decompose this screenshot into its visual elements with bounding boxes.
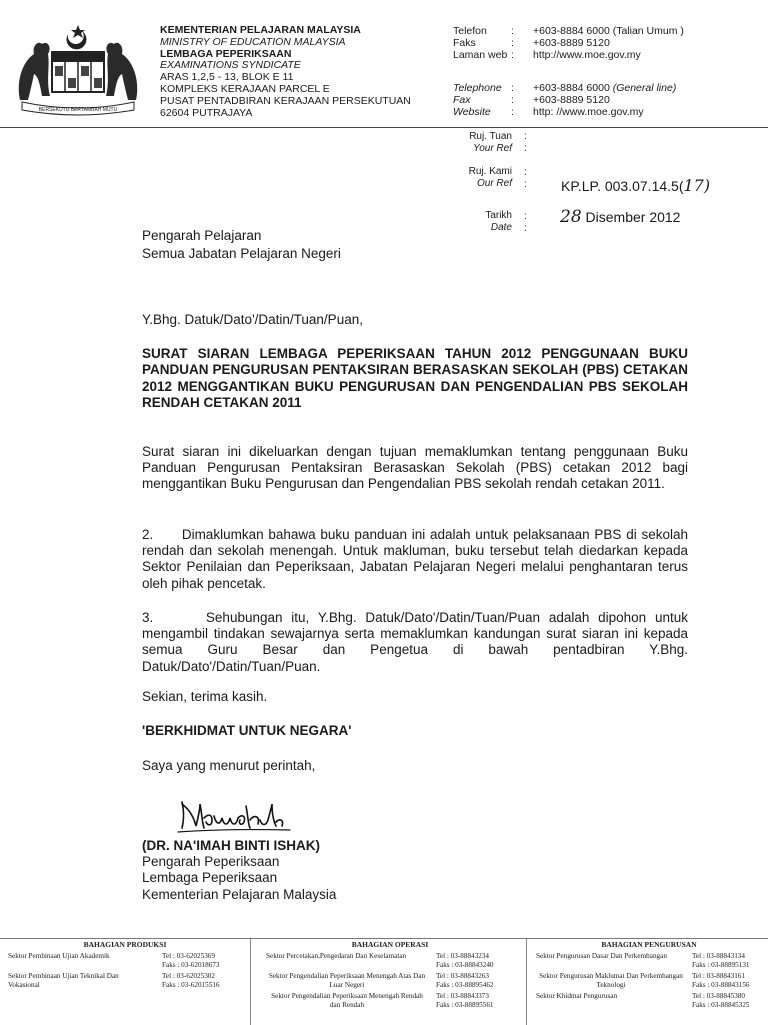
addressee-line: Pengarah Pelajaran xyxy=(142,228,262,243)
signer-block xyxy=(142,838,336,903)
malaysia-coat-of-arms-logo xyxy=(12,22,144,118)
salutation: Y.Bhg. Datuk/Dato'/Datin/Tuan/Puan, xyxy=(142,312,363,327)
footer-fax: Faks : 03-88845325 xyxy=(692,1000,750,1009)
crest-motto: BERSEKUTU BERTAMBAH MUTU xyxy=(38,107,118,113)
footer-entry-name: Sektor Pengendalian Peperiksaan Menengah Rendah dan Rendah xyxy=(271,992,423,1009)
phone-value: +603-8884 6000 (Talian Umum ) xyxy=(533,25,684,37)
footer-column-operasi xyxy=(256,939,524,1025)
colon: : xyxy=(524,167,527,178)
footer-tel: Tel : 03-88845380 xyxy=(692,992,745,1001)
paragraph-2: 2. Dimaklumkan bahawa buku panduan ini adalah untuk pelaksanaan PBS di sekolah rendah dan sekolah menengah. Untuk makluman, buku tersebut telah diedarkan kepada Sektor Penilaian dan Peperiksaan, Jabatan Pelajaran Negeri melalui penghantaran terus oleh pihak pencetak. xyxy=(142,527,688,591)
colon: : xyxy=(524,179,527,190)
footer-tel: Tel : 03-88843134 xyxy=(692,952,745,961)
motto: 'BERKHIDMAT UNTUK NEGARA' xyxy=(142,723,352,738)
footer-fax: Faks : 03-88843156 xyxy=(692,980,750,989)
contact-label: Fax xyxy=(453,93,471,106)
website-link[interactable]: http: //www.moe.gov.my xyxy=(533,105,644,118)
footer-entry xyxy=(530,952,768,972)
contacts-malay: Telefon : +603-8884 6000 (Talian Umum ) Faks : +603-8889 5120 Laman web : http://www.moe.gov.my xyxy=(453,25,684,61)
footer-tel: Tel : 03-88843263 xyxy=(436,972,489,981)
colon: : xyxy=(524,223,527,234)
letterhead-address xyxy=(160,25,411,119)
our-ref-value xyxy=(561,176,710,195)
your-ref-label-en: Your Ref xyxy=(473,143,512,154)
contact-label: Telephone xyxy=(453,82,502,94)
phone-note: (General line) xyxy=(612,82,677,94)
footer-tel: Tel : 03-62025302 xyxy=(162,972,215,981)
footer-entry-name: Sektor Percetakan,Pengedaran Dan Keselamatan xyxy=(266,952,407,961)
colon: : xyxy=(524,211,527,222)
footer-entry-name: Sektor Khidmat Pengurusan xyxy=(536,992,618,1001)
contact-label: Laman web xyxy=(453,48,508,61)
footer-divider xyxy=(250,939,251,1025)
contact-label: Faks xyxy=(453,36,476,49)
footer-heading: BAHAGIAN OPERASI xyxy=(351,940,429,949)
footer-entry-name: Sektor Pembinaan Ujian Teknikal Dan Vokasional xyxy=(8,972,119,989)
ruj-tuan-label: Ruj. Tuan xyxy=(469,131,512,142)
footer-fax: Faks : 03-62015516 xyxy=(162,980,220,989)
date-label xyxy=(440,210,512,234)
contact-label: Website xyxy=(453,105,491,118)
address-line: PUSAT PENTADBIRAN KERAJAAN PERSEKUTUAN xyxy=(160,94,411,107)
address-line: ARAS 1,2,5 - 13, BLOK E 11 xyxy=(160,71,294,84)
colon: : xyxy=(524,143,527,154)
footer-entry xyxy=(0,972,250,992)
footer-heading: BAHAGIAN PRODUKSI xyxy=(83,940,167,949)
letterhead-divider xyxy=(0,127,768,128)
date-handwritten-day: 28 xyxy=(560,207,582,227)
footer-entry-name: Sektor Pembinaan Ujian Akademik xyxy=(8,952,110,961)
addressee-line: Semua Jabatan Pelajaran Negeri xyxy=(142,246,341,262)
footer-entry xyxy=(0,952,250,972)
tarikh-label: Tarikh xyxy=(485,210,512,221)
footer-fax: Faks : 03-88895131 xyxy=(692,960,750,969)
sign-off: Saya yang menurut perintah, xyxy=(142,758,316,773)
signer-title: Lembaga Peperiksaan xyxy=(142,870,278,886)
footer-tel: Tel : 03-62025369 xyxy=(162,952,215,961)
colon: : xyxy=(524,131,527,142)
address-line: 62604 PUTRAJAYA xyxy=(160,106,253,119)
footer-tel: Tel : 03-88843161 xyxy=(692,972,745,981)
footer-tel: Tel : 03-88843234 xyxy=(436,952,489,961)
footer-divider xyxy=(526,939,527,1025)
contacts-english: Telephone : +603-8884 6000 (General line) Fax : +603-8889 5120 Website : http: //www.moe.gov.my xyxy=(453,82,677,118)
letter-footer xyxy=(0,938,768,1025)
date-label-en: Date xyxy=(490,222,512,233)
footer-entry xyxy=(530,992,768,1012)
letter-subject: SURAT SIARAN LEMBAGA PEPERIKSAAN TAHUN 2012 PENGGUNAAN BUKU PANDUAN PENGURUSAN PENTAKSIRAN BERASASKAN SEKOLAH (PBS) CETAKAN 2012 MENGGANTIKAN BUKU PENGURUSAN DAN PENGENDALIAN PBS SEKOLAH RENDAH CETAKAN 2011 xyxy=(142,346,688,411)
fax-value: +603-8889 5120 xyxy=(533,36,610,49)
syndicate-name: LEMBAGA PEPERIKSAAN xyxy=(160,47,292,60)
our-ref-label-en: Our Ref xyxy=(476,178,512,189)
footer-entry xyxy=(256,952,524,972)
ministry-name: KEMENTERIAN PELAJARAN MALAYSIA xyxy=(160,24,361,36)
footer-heading: BAHAGIAN PENGURUSAN xyxy=(601,940,697,949)
footer-entry-name: Sektor Pengurusan Dasar Dan Perkembangan xyxy=(536,952,667,961)
closing: Sekian, terima kasih. xyxy=(142,689,268,704)
footer-entry-name: Sektor Pengurusan Maklumat Dan Perkembangan Teknologi xyxy=(539,972,683,989)
footer-entry-name: Sektor Pengendalian Peperiksaan Menengah Atas Dan Luar Negeri xyxy=(268,972,426,989)
footer-entry xyxy=(256,972,524,992)
fax-value: +603-8889 5120 xyxy=(533,93,610,106)
signer-name: (DR. NA'IMAH BINTI ISHAK) xyxy=(142,838,320,853)
footer-tel: Tel : 03-88843373 xyxy=(436,992,489,1001)
signer-title: Pengarah Peperiksaan xyxy=(142,854,280,870)
signer-title: Kementerian Pelajaran Malaysia xyxy=(142,886,337,902)
our-ref-label xyxy=(440,166,512,190)
footer-column-pengurusan xyxy=(530,939,768,1025)
footer-entry xyxy=(530,972,768,992)
ministry-name-en: MINISTRY OF EDUCATION MALAYSIA xyxy=(160,35,346,48)
phone-value: +603-8884 6000 xyxy=(533,82,610,94)
date-value xyxy=(560,207,680,227)
contact-label: Telefon xyxy=(453,25,487,37)
footer-fax: Faks : 03-88843240 xyxy=(436,960,494,969)
address-line: KOMPLEKS KERAJAAN PARCEL E xyxy=(160,82,330,95)
handwritten-signature xyxy=(176,796,296,838)
footer-column-produksi xyxy=(0,939,250,1025)
our-ref-number: KP.LP. 003.07.14.5( xyxy=(561,178,684,194)
footer-fax: Faks : 03-62018673 xyxy=(162,960,220,969)
website-link[interactable]: http://www.moe.gov.my xyxy=(533,48,641,61)
paragraph-3: 3. Sehubungan itu, Y.Bhg. Datuk/Dato'/Datin/Tuan/Puan adalah dipohon untuk mengambil tindakan sewajarnya serta memaklumkan kandungan surat siaran ini kepada semua Guru Besar dan Pengetua di bawah pentadbiran Y.Bhg. Datuk/Dato'/Datin/Tuan/Puan. xyxy=(142,610,688,674)
ruj-kami-label: Ruj. Kami xyxy=(468,166,512,177)
date-month-year: Disember 2012 xyxy=(585,209,681,225)
syndicate-name-en: EXAMINATIONS SYNDICATE xyxy=(160,59,301,72)
footer-entry xyxy=(256,992,524,1012)
paragraph-1: Surat siaran ini dikeluarkan dengan tujuan memaklumkan tentang penggunaan Buku Panduan Pengurusan Pentaksiran Berasaskan Sekolah (PBS) cetakan 2012 bagi menggantikan Buku Pengurusan dan Pengendalian PBS sekolah rendah cetakan 2011. xyxy=(142,444,688,492)
footer-fax: Faks : 03-88895561 xyxy=(436,1000,494,1009)
your-ref-label xyxy=(440,131,512,155)
addressee xyxy=(142,228,341,262)
our-ref-handwritten: 17) xyxy=(683,176,711,195)
footer-fax: Faks : 03-88895462 xyxy=(436,980,494,989)
